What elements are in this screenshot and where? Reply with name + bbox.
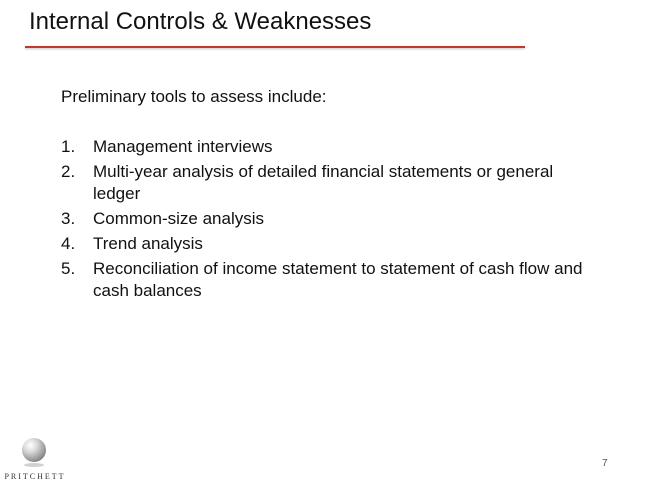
list-item-number: 1. <box>61 137 76 156</box>
list-item <box>61 233 601 255</box>
logo-wordmark: PRITCHETT <box>4 472 66 481</box>
list-item <box>61 136 601 158</box>
list-item <box>61 161 601 205</box>
list-item-number: 5. <box>61 259 76 278</box>
company-logo <box>0 432 70 484</box>
slide-title: Internal Controls & Weaknesses <box>29 8 372 35</box>
assessment-tools-list <box>61 136 601 305</box>
title-underline <box>25 46 525 48</box>
intro-text: Preliminary tools to assess include: <box>61 87 327 106</box>
list-item-text: Management interviews <box>93 137 273 156</box>
list-item-number: 2. <box>61 162 76 181</box>
list-item <box>61 208 601 230</box>
list-item-text: Common-size analysis <box>93 209 264 228</box>
list-item <box>61 258 601 302</box>
list-item-text: Multi-year analysis of detailed financial statements or general ledger <box>93 162 554 203</box>
logo-shadow <box>24 463 44 467</box>
pearl-sphere-icon <box>22 438 46 462</box>
list-item-text: Reconciliation of income statement to statement of cash flow and cash balances <box>93 259 583 300</box>
list-item-text: Trend analysis <box>93 234 203 253</box>
list-item-number: 4. <box>61 234 76 253</box>
page-number: 7 <box>602 458 608 469</box>
list-item-number: 3. <box>61 209 76 228</box>
